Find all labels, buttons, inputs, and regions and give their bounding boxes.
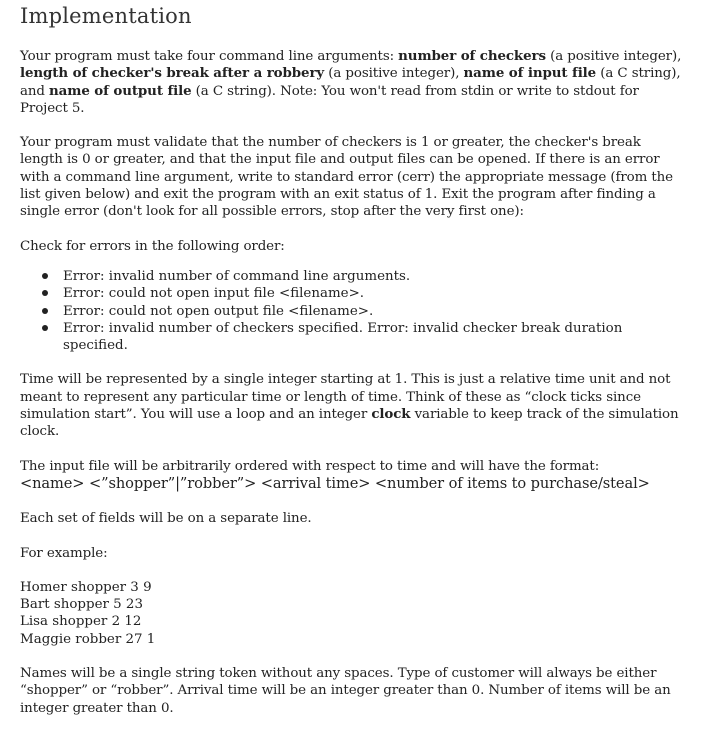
list-item-text: Error: invalid number of checkers specified. Error: invalid checker break duration specified. <box>63 320 623 354</box>
text-run: (a positive integer), <box>545 49 682 64</box>
example-line: Homer shopper 3 9 <box>20 579 152 595</box>
bullet-icon <box>42 308 48 314</box>
example-block <box>20 579 685 648</box>
list-item <box>42 268 685 285</box>
bold-term: name of input file <box>463 65 597 82</box>
paragraph-arguments <box>20 48 685 117</box>
bold-term: name of output file <box>49 82 192 99</box>
bold-term: number of checkers <box>398 48 546 64</box>
text-run: variable to keep track of the simulation clock. <box>20 407 679 440</box>
paragraph-validation: Your program must validate that the number of checkers is 1 or greater, the checker's break length is 0 or greater, and that the input file and output files can be opened. If there is an error with a command line argument, write to standard error (cerr) the appropriate message (from the list given below) and exit the program with an exit status of 1. Exit the program after finding a single error (don't look for all possible errors, stop after the very first one): <box>20 135 673 220</box>
text-run: (a C string), and <box>20 66 681 99</box>
list-item <box>42 285 685 302</box>
error-list <box>42 268 685 354</box>
list-item <box>42 303 685 320</box>
bold-term: clock <box>371 406 411 423</box>
text-run: (a positive integer), <box>324 66 464 82</box>
paragraph-input-format <box>20 458 685 494</box>
bullet-icon <box>42 290 48 296</box>
bullet-icon <box>42 325 48 331</box>
text-run: Time will be represented by a single integer starting at 1. This is just a relative time unit and not meant to represent any particular time or length of time. Think of these as “clock ticks since simulation start”. You will use a loop and an integer <box>20 372 671 423</box>
example-line: Lisa shopper 2 12 <box>20 614 142 630</box>
section-title: Implementation <box>20 4 192 28</box>
list-item-text: Error: could not open input file <filename>. <box>63 286 365 302</box>
example-line: Bart shopper 5 23 <box>20 597 143 613</box>
bullet-icon <box>42 273 48 279</box>
text-run: Your program must take four command line arguments: <box>20 49 399 64</box>
paragraph-example-label: For example: <box>20 545 108 561</box>
list-item-text: Error: could not open output file <filename>. <box>63 303 374 319</box>
paragraph-error-order: Check for errors in the following order: <box>20 238 285 254</box>
paragraph-names: Names will be a single string token without any spaces. Type of customer will always be either “shopper” or “robber”. Arrival time will be an integer greater than 0. Number of items will be an integer greater than 0. <box>20 666 671 716</box>
format-line: <name> <”shopper”|”robber”> <arrival time> <number of items to purchase/steal> <box>20 474 650 492</box>
text-run: (a C string). Note: You won't read from stdin or write to stdout for Project 5. <box>20 83 639 116</box>
paragraph-time <box>20 371 685 440</box>
text-run: The input file will be arbitrarily ordered with respect to time and will have the format: <box>20 458 600 474</box>
paragraph-fields: Each set of fields will be on a separate line. <box>20 511 312 527</box>
list-item-text: Error: invalid number of command line arguments. <box>63 268 411 284</box>
bold-term: length of checker's break after a robbery <box>20 65 325 82</box>
list-item <box>42 320 685 355</box>
example-line: Maggie robber 27 1 <box>20 631 156 647</box>
